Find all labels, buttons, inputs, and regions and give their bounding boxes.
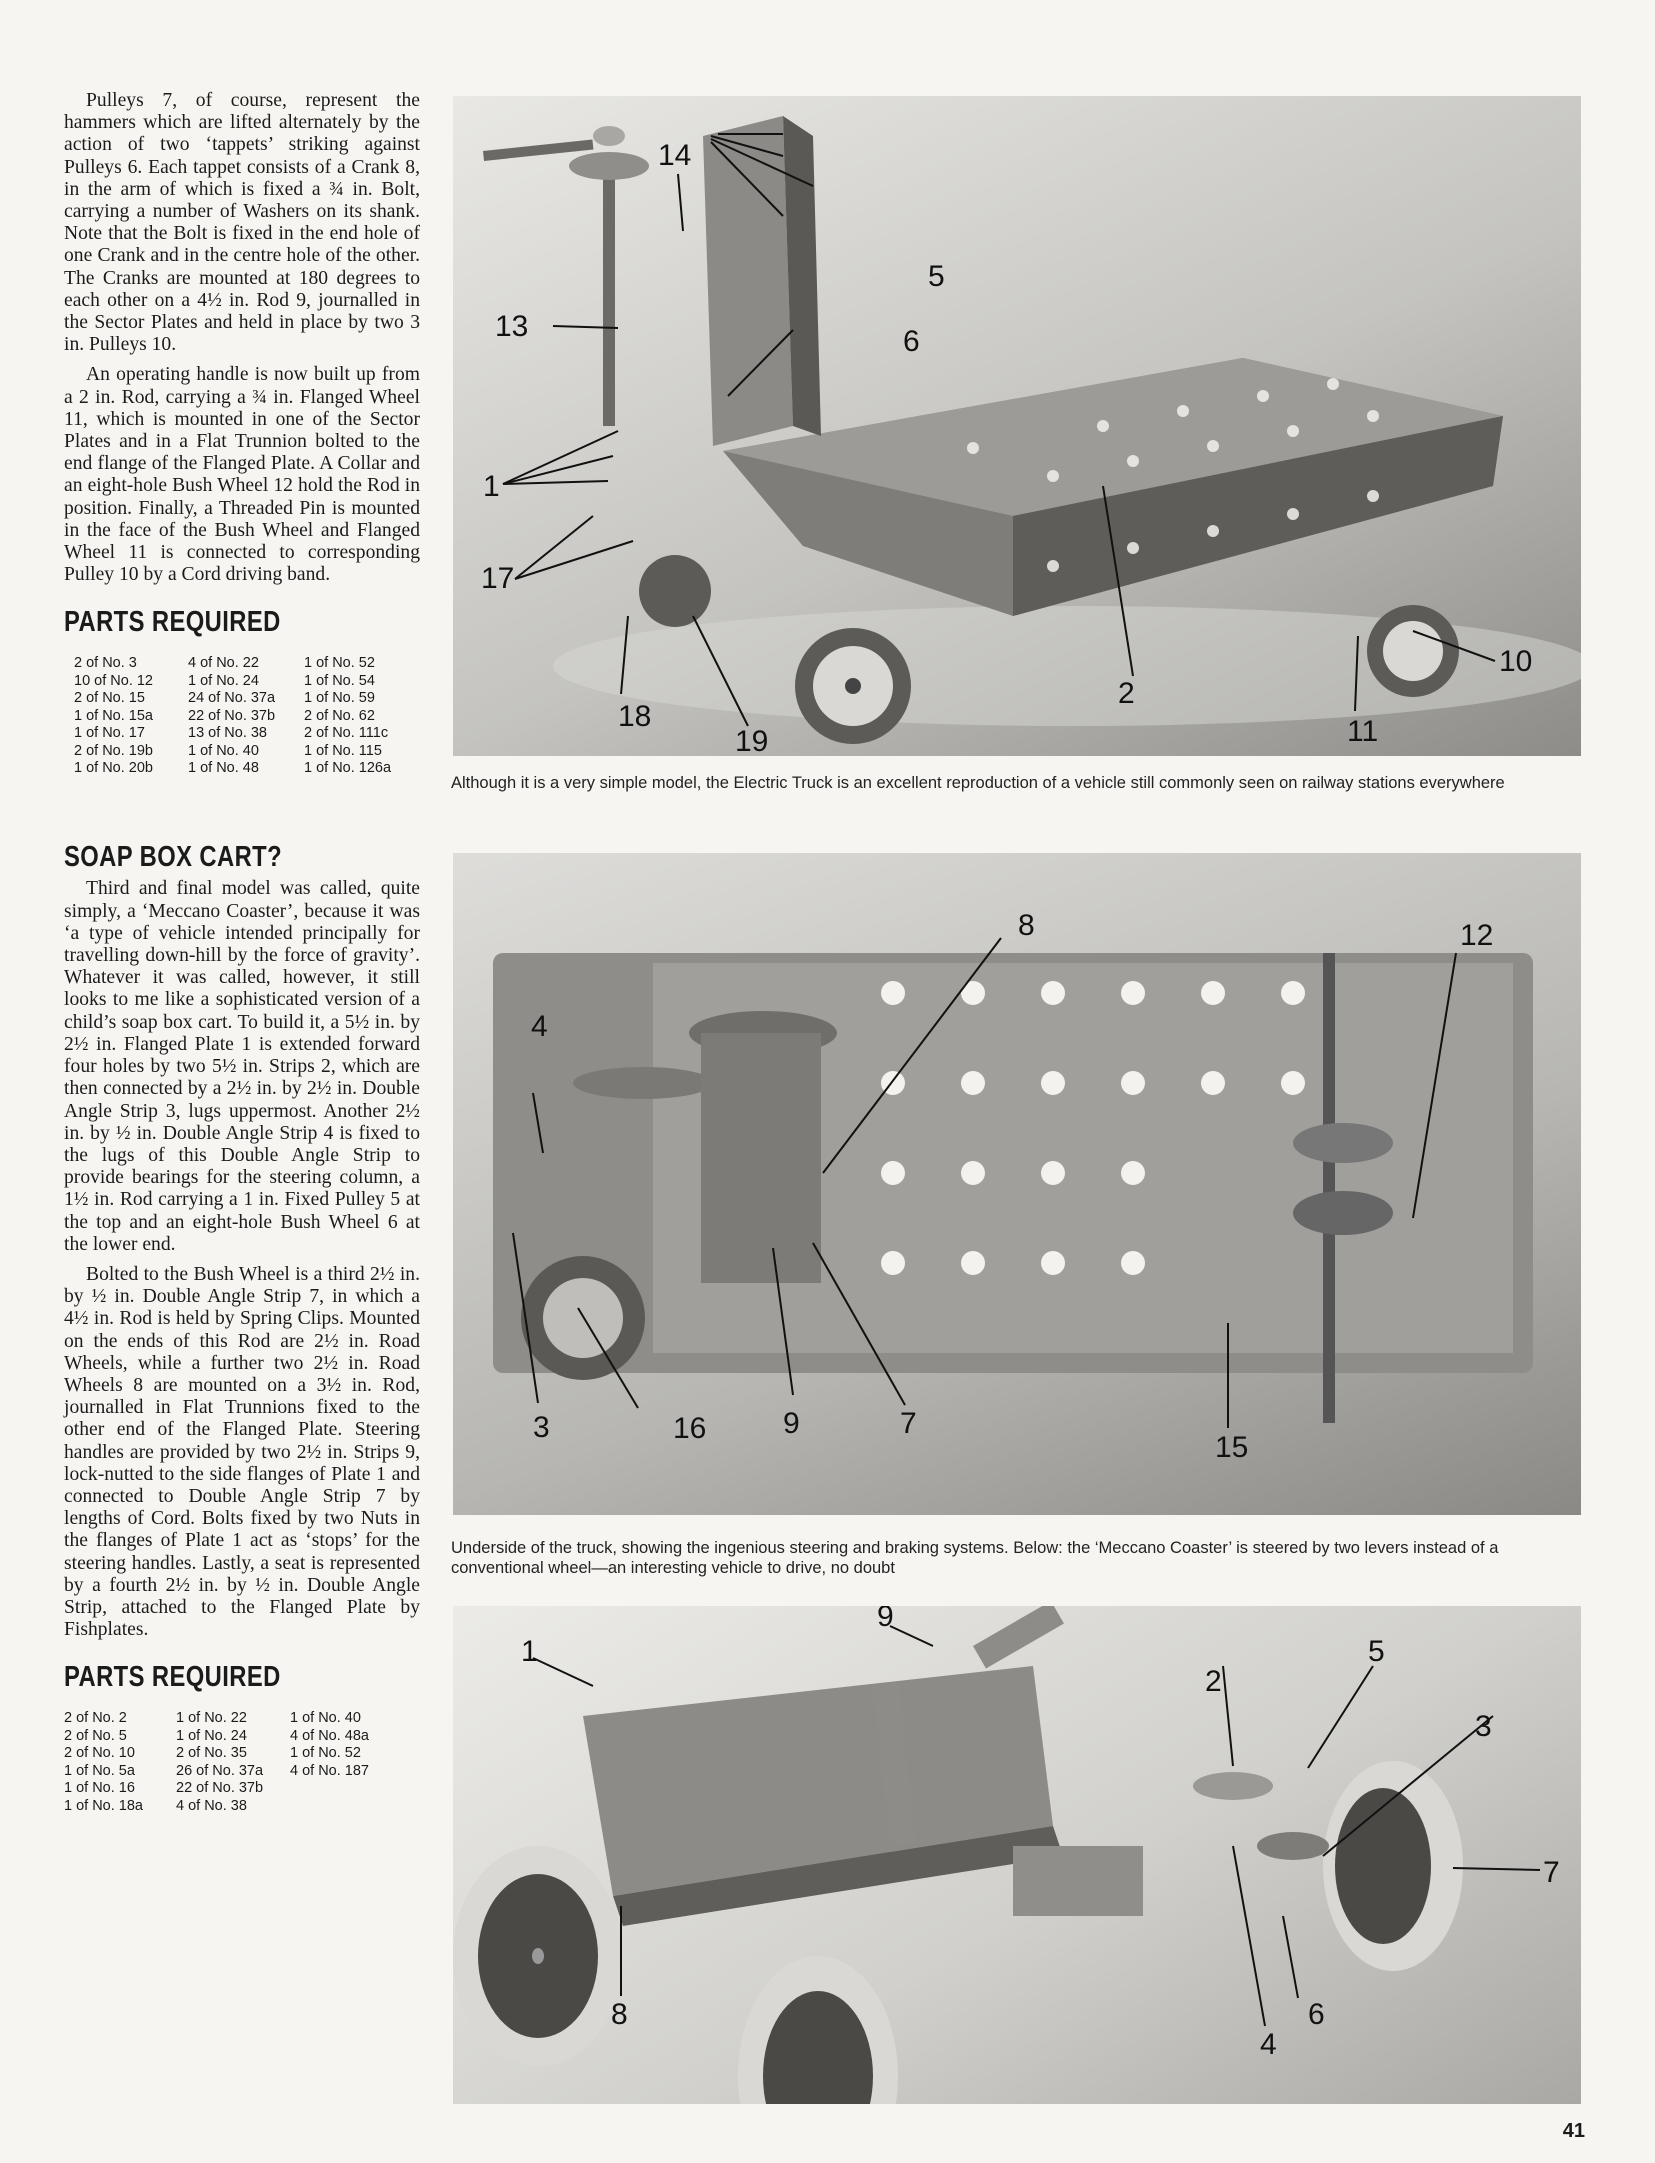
electric-truck-photo — [453, 96, 1581, 756]
callout-label: 4 — [1260, 2028, 1277, 2061]
section-heading: SOAP BOX CART? — [64, 841, 283, 874]
part-item: 10 of No. 12 — [74, 672, 153, 689]
caption: Although it is a very simple model, the Electric Truck is an excellent reproduction of a vehicle still commonly seen on railway stations everywhere — [451, 774, 1505, 792]
part-item: 1 of No. 15a — [74, 707, 153, 724]
part-item: 24 of No. 37a — [188, 690, 276, 707]
part-item: 2 of No. 10 — [64, 1745, 135, 1762]
part-item: 26 of No. 37a — [176, 1762, 264, 1779]
callout-label: 7 — [1543, 1856, 1560, 1889]
callout-label: 1 — [521, 1635, 538, 1668]
callout-label: 4 — [531, 1010, 548, 1043]
meccano-coaster-photo — [453, 1606, 1581, 2104]
part-item: 1 of No. 17 — [74, 725, 145, 742]
parts-column — [290, 1710, 369, 1780]
part-item: 2 of No. 35 — [176, 1745, 247, 1762]
part-item: 1 of No. 24 — [188, 672, 259, 689]
part-item: 1 of No. 18a — [64, 1797, 143, 1814]
body-paragraph: Third and final model was called, quite simply, a ‘Meccano Coaster’, because it was ‘a type of vehicle intended principally for travelling down-hill by the force of gravity’. Whatever it was called, however, it still looks to me like a sophisticated version of a child’s soap box cart. To build it, a 5½ in. by 2½ in. Flanged Plate 1 is extended forward four holes by two 5½ in. Strips 2, which are then connected by a 2½ in. by 2½ in. Double Angle Strip 3, lugs uppermost. Another 2½ in. by ½ in. Double Angle Strip 4 is fixed to the lugs of this Double Angle Strip to provide bearings for the steering column, a 1½ in. Rod carrying a 1 in. Fixed Pulley 5 at the top and an eight-hole Bush Wheel 6 at the lower end. — [64, 878, 420, 1255]
callout-label: 14 — [658, 139, 692, 172]
callout-label: 13 — [495, 310, 529, 343]
callout-label: 2 — [1205, 1665, 1222, 1698]
part-item: 1 of No. 126a — [304, 760, 392, 777]
page-number: 41 — [1562, 2120, 1585, 2142]
part-item: 1 of No. 22 — [176, 1710, 247, 1727]
part-item: 2 of No. 111c — [304, 725, 389, 742]
callout-label: 5 — [928, 260, 945, 293]
part-item: 2 of No. 15 — [74, 690, 145, 707]
parts-list — [64, 655, 420, 783]
callout-label: 6 — [903, 325, 920, 358]
parts-column — [64, 1710, 143, 1815]
part-item: 1 of No. 52 — [290, 1745, 361, 1762]
part-item: 1 of No. 48 — [188, 760, 259, 777]
parts-column — [188, 655, 275, 778]
body-paragraph: Bolted to the Bush Wheel is a third 2½ in. by ½ in. Double Angle Strip 7, in which a 4½ in. Rod is held by Spring Clips. Mounted on the ends of this Rod are 2½ in. Road Wheels, while a further two 2½ in. Road Wheels 8 are mounted on a 3½ in. Rod, journalled in Flat Trunnions fixed to the other end of the Flanged Plate. Steering handles are provided by two 2½ in. Strips 9, lock-nutted to the side flanges of Plate 1 and connected to Double Angle Strip 7 by lengths of Cord. Bolts fixed by two Nuts in the flanges of Plate 1 act as ‘stops’ for the steering handles. Lastly, a seat is represented by a fourth 2½ in. by ½ in. Double Angle Strip, attached to the Flanged Plate by Fishplates. — [64, 1263, 420, 1641]
callout-label: 15 — [1215, 1431, 1249, 1464]
part-item: 1 of No. 24 — [176, 1727, 247, 1744]
callout-label: 18 — [618, 700, 652, 733]
callout-label: 3 — [1475, 1710, 1492, 1743]
part-item: 2 of No. 3 — [74, 655, 137, 672]
part-item: 4 of No. 187 — [290, 1762, 369, 1779]
part-item: 1 of No. 52 — [304, 655, 375, 672]
part-item: 4 of No. 38 — [176, 1797, 247, 1814]
parts-list — [64, 1710, 420, 1820]
part-item: 1 of No. 40 — [188, 742, 259, 759]
coaster-illustration — [453, 1606, 1581, 2104]
callout-label: 12 — [1460, 919, 1494, 952]
callout-label: 17 — [481, 562, 515, 595]
truck-underside-photo — [453, 853, 1581, 1515]
part-item: 4 of No. 48a — [290, 1727, 369, 1744]
part-item: 1 of No. 16 — [64, 1780, 135, 1797]
part-item: 1 of No. 54 — [304, 672, 375, 689]
part-item: 22 of No. 37b — [188, 707, 276, 724]
part-item: 1 of No. 59 — [304, 690, 375, 707]
callout-label: 8 — [611, 1998, 628, 2031]
callout-label: 5 — [1368, 1635, 1385, 1668]
callout-label: 3 — [533, 1411, 550, 1444]
left-column — [64, 90, 420, 1820]
callout-label: 1 — [483, 470, 500, 503]
part-item: 1 of No. 115 — [304, 742, 382, 759]
truck-illustration — [453, 96, 1581, 756]
part-item: 2 of No. 5 — [64, 1727, 127, 1744]
body-paragraph: Pulleys 7, of course, represent the hammers which are lifted alternately by the action of two ‘tappets’ striking against Pulleys 6. Each tappet consists of a Crank 8, in the arm of which is fixed a ¾ in. Bolt, carrying a number of Washers on its shank. Note that the Bolt is fixed in the end hole of one Crank and in the centre hole of the other. The Cranks are mounted at 180 degrees to each other on a 4½ in. Rod 9, journalled in the Sector Plates and held in place by two 3 in. Pulleys 10. — [64, 90, 420, 356]
parts-column — [74, 655, 153, 778]
callout-label: 8 — [1018, 909, 1035, 942]
callout-label: 16 — [673, 1412, 707, 1445]
parts-heading: PARTS REQUIRED — [64, 1661, 281, 1694]
part-item: 2 of No. 62 — [304, 707, 375, 724]
parts-column — [176, 1710, 263, 1815]
callout-label: 2 — [1118, 677, 1135, 710]
part-item: 4 of No. 22 — [188, 655, 259, 672]
body-paragraph: An operating handle is now built up from a 2 in. Rod, carrying a ¾ in. Flanged Wheel 11, which is mounted in one of the Sector Plates and in a Flat Trunnion bolted to the end flange of the Flanged Plate. A Collar and an eight-hole Bush Wheel 12 hold the Rod in position. Finally, a Threaded Pin is mounted in the face of the Bush Wheel and Flanged Wheel 11 is connected to corresponding Pulley 10 by a Cord driving band. — [64, 364, 420, 586]
part-item: 13 of No. 38 — [188, 725, 267, 742]
underside-illustration — [453, 853, 1581, 1515]
part-item: 1 of No. 20b — [74, 760, 153, 777]
callout-label: 9 — [877, 1606, 894, 1633]
part-item: 1 of No. 40 — [290, 1710, 361, 1727]
callout-label: 11 — [1347, 715, 1379, 748]
parts-column — [304, 655, 391, 778]
callout-label: 9 — [783, 1407, 800, 1440]
part-item: 2 of No. 2 — [64, 1710, 127, 1727]
caption: Underside of the truck, showing the ingenious steering and braking systems. Below: the ‘Meccano Coaster’ is steered by two levers instead of a conventional wheel—an interesting vehicle to drive, no doubt — [451, 1539, 1499, 1577]
callout-label: 7 — [900, 1407, 917, 1440]
callout-label: 6 — [1308, 1998, 1325, 2031]
parts-heading: PARTS REQUIRED — [64, 606, 281, 639]
callout-label: 19 — [735, 725, 769, 756]
part-item: 1 of No. 5a — [64, 1762, 135, 1779]
part-item: 22 of No. 37b — [176, 1780, 264, 1797]
callout-label: 10 — [1499, 645, 1533, 678]
part-item: 2 of No. 19b — [74, 742, 153, 759]
